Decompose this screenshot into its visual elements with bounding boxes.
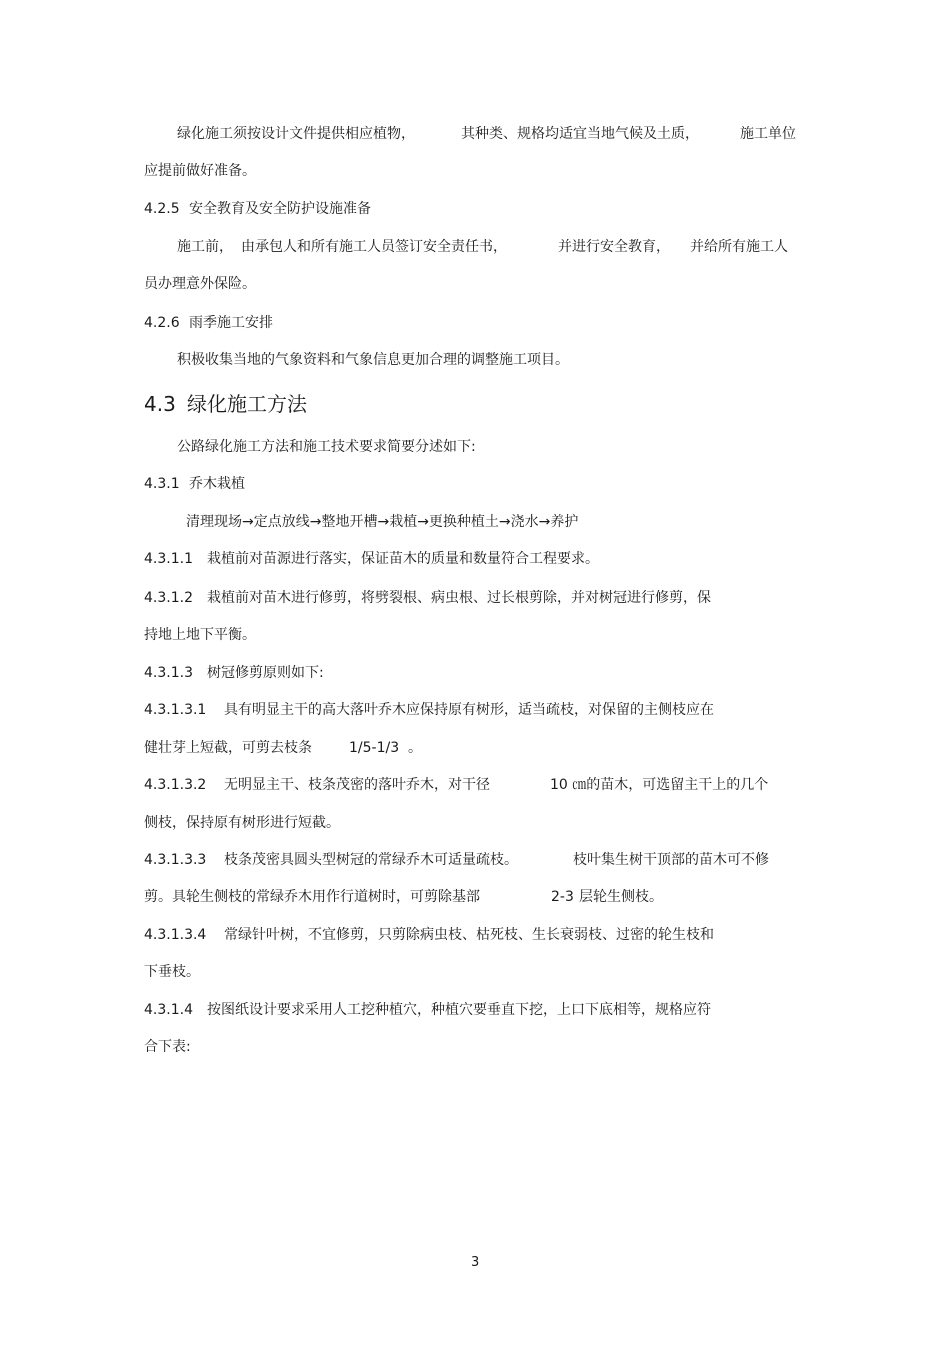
clause-text: 具有明显主干的高大落叶乔木应保持原有树形，适当疏枝，对保留的主侧枝应在 xyxy=(224,702,714,718)
text-segment: 清理现场→定点放线→整地开槽→栽植→更换种植土→浇水→养护 xyxy=(186,514,579,530)
clause-text: 树冠修剪原则如下: xyxy=(207,665,324,681)
text-segment: 。 xyxy=(408,740,422,756)
heading-number: 4.3.1 xyxy=(144,476,180,492)
text-segment: 侧枝，保持原有树形进行短截。 xyxy=(144,815,340,831)
text-segment: 下垂枝。 xyxy=(144,964,200,980)
text-segment: 剪。具轮生侧枝的常绿乔木用作行道树时，可剪除基部 xyxy=(144,889,480,905)
clause-number: 4.3.1.3.1 xyxy=(144,702,207,718)
heading-title: 乔木栽植 xyxy=(189,476,245,492)
clause-number: 4.3.1.2 xyxy=(144,590,193,606)
text-segment: 积极收集当地的气象资料和气象信息更加合理的调整施工项目。 xyxy=(177,352,569,368)
clause-number: 4.3.1.4 xyxy=(144,1002,193,1018)
text-segment: 其种类、规格均适宜当地气候及土质， xyxy=(461,126,699,142)
clause-number: 4.3.1.3.2 xyxy=(144,777,207,793)
clause-text: 按图纸设计要求采用人工挖种植穴，种植穴要垂直下挖，上口下底相等，规格应符 xyxy=(207,1002,711,1018)
heading-title: 绿化施工方法 xyxy=(187,392,307,416)
text-segment: 合下表: xyxy=(144,1039,191,1055)
text-segment: 员办理意外保险。 xyxy=(144,276,256,292)
text-segment: 并进行安全教育， xyxy=(558,239,670,255)
heading-title: 安全教育及安全防护设施准备 xyxy=(189,201,371,217)
heading-number: 4.2.5 xyxy=(144,201,180,217)
heading-title: 雨季施工安排 xyxy=(189,315,273,331)
heading-number: 4.3 xyxy=(144,392,176,416)
text-segment: 层轮生侧枝。 xyxy=(579,889,663,905)
text-segment: 持地上地下平衡。 xyxy=(144,627,256,643)
fraction-value: 1/5-1/3 xyxy=(349,740,400,756)
clause-number: 4.3.1.1 xyxy=(144,551,193,567)
heading-number: 4.2.6 xyxy=(144,315,180,331)
page-number-text: 3 xyxy=(471,1255,480,1270)
clause-text: 枝条茂密具圆头型树冠的常绿乔木可适量疏枝。 xyxy=(224,852,518,868)
text-segment: 施工单位 xyxy=(740,126,796,142)
clause-text: 10 ㎝的苗木，可选留主干上的几个 xyxy=(550,777,769,793)
text-segment: 施工前， xyxy=(177,239,233,255)
clause-number: 4.3.1.3.4 xyxy=(144,927,207,943)
clause-text: 栽植前对苗木进行修剪，将劈裂根、病虫根、过长根剪除，并对树冠进行修剪，保 xyxy=(207,590,711,606)
clause-number: 4.3.1.3.3 xyxy=(144,852,207,868)
text-segment: 并给所有施工人 xyxy=(690,239,788,255)
range-value: 2-3 xyxy=(551,889,574,905)
clause-number: 4.3.1.3 xyxy=(144,665,193,681)
clause-text: 栽植前对苗源进行落实，保证苗木的质量和数量符合工程要求。 xyxy=(207,551,599,567)
text-segment: 由承包人和所有施工人员签订安全责任书， xyxy=(241,239,507,255)
clause-text: 枝叶集生树干顶部的苗木可不修 xyxy=(573,852,769,868)
text-segment: 公路绿化施工方法和施工技术要求简要分述如下: xyxy=(177,439,476,455)
clause-text: 常绿针叶树，不宜修剪，只剪除病虫枝、枯死枝、生长衰弱枝、过密的轮生枝和 xyxy=(224,927,714,943)
text-segment: 绿化施工须按设计文件提供相应植物， xyxy=(177,126,415,142)
text-segment: 应提前做好准备。 xyxy=(144,163,256,179)
text-segment: 健壮芽上短截，可剪去枝条 xyxy=(144,740,312,756)
clause-text: 无明显主干、枝条茂密的落叶乔木，对干径 xyxy=(224,777,490,793)
